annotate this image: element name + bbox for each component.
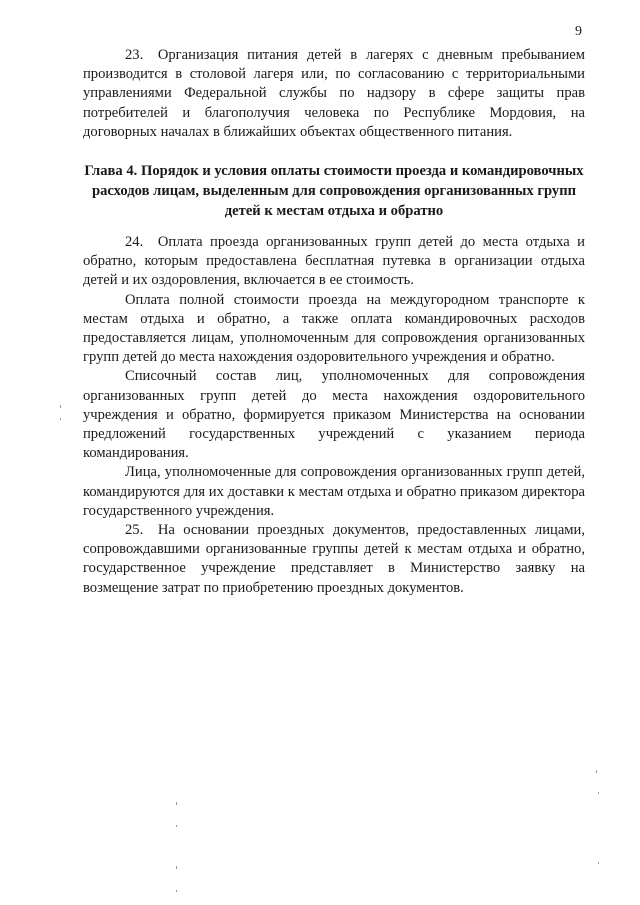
scan-artifact — [596, 770, 597, 773]
paragraph-staff-list: Списочный состав лиц, уполномоченных для сопровождения организованных групп детей до места нахождения оздоровительного учреждения и обратно, формируется приказом Министерства на основании предложений государственных учреждений с указанием периода командирования. — [83, 368, 585, 462]
scan-artifact — [598, 862, 599, 864]
paragraph-travel-payment: Оплата полной стоимости проезда на междугородном транспорте к местам отдыха и обратно, а также оплата командировочных расходов предоставляется лицам, уполномоченным для сопровождения организованных групп детей до места нахождения оздоровительного учреждения и обратно. — [83, 291, 585, 366]
scan-artifact — [598, 792, 599, 794]
section-main — [83, 233, 585, 598]
scan-artifact — [176, 866, 177, 869]
scan-artifact — [60, 405, 61, 408]
chapter-heading: Глава 4. Порядок и условия оплаты стоимости проезда и командировочных расходов лицам, выделенным для сопровождения организованных групп детей к местам отдыха и обратно — [84, 163, 584, 219]
paragraph-25: 25. На основании проездных документов, предоставленных лицами, сопровождавшими организованные группы детей к местам отдыха и обратно, государственное учреждение представляет в Министерство заявку на возмещение затрат по приобретению проездных документов. — [83, 522, 585, 596]
paragraph-23: 23. Организация питания детей в лагерях с дневным пребыванием производится в столовой лагеря или, по согласованию с территориальными управлениями Федеральной службы по надзору в сфере защиты прав потребителей и благополучия человека по Республике Мордовия, на договорных началах в ближайших объектах общественного питания. — [83, 47, 585, 140]
scan-artifact — [60, 418, 61, 420]
paragraph-authorized-persons: Лица, уполномоченные для сопровождения организованных групп детей, командируются для их доставки к местам отдыха и обратно приказом директора государственного учреждения. — [83, 464, 585, 519]
page-number: 9 — [575, 24, 582, 39]
paragraph-24: 24. Оплата проезда организованных групп детей до места отдыха и обратно, которым предоставлена бесплатная путевка в организации отдыха детей и их оздоровления, включается в ее стоимость. — [83, 234, 585, 289]
scan-artifact — [176, 825, 177, 827]
scan-artifact — [176, 802, 177, 805]
scan-artifact — [176, 890, 177, 892]
section-top — [83, 46, 585, 142]
